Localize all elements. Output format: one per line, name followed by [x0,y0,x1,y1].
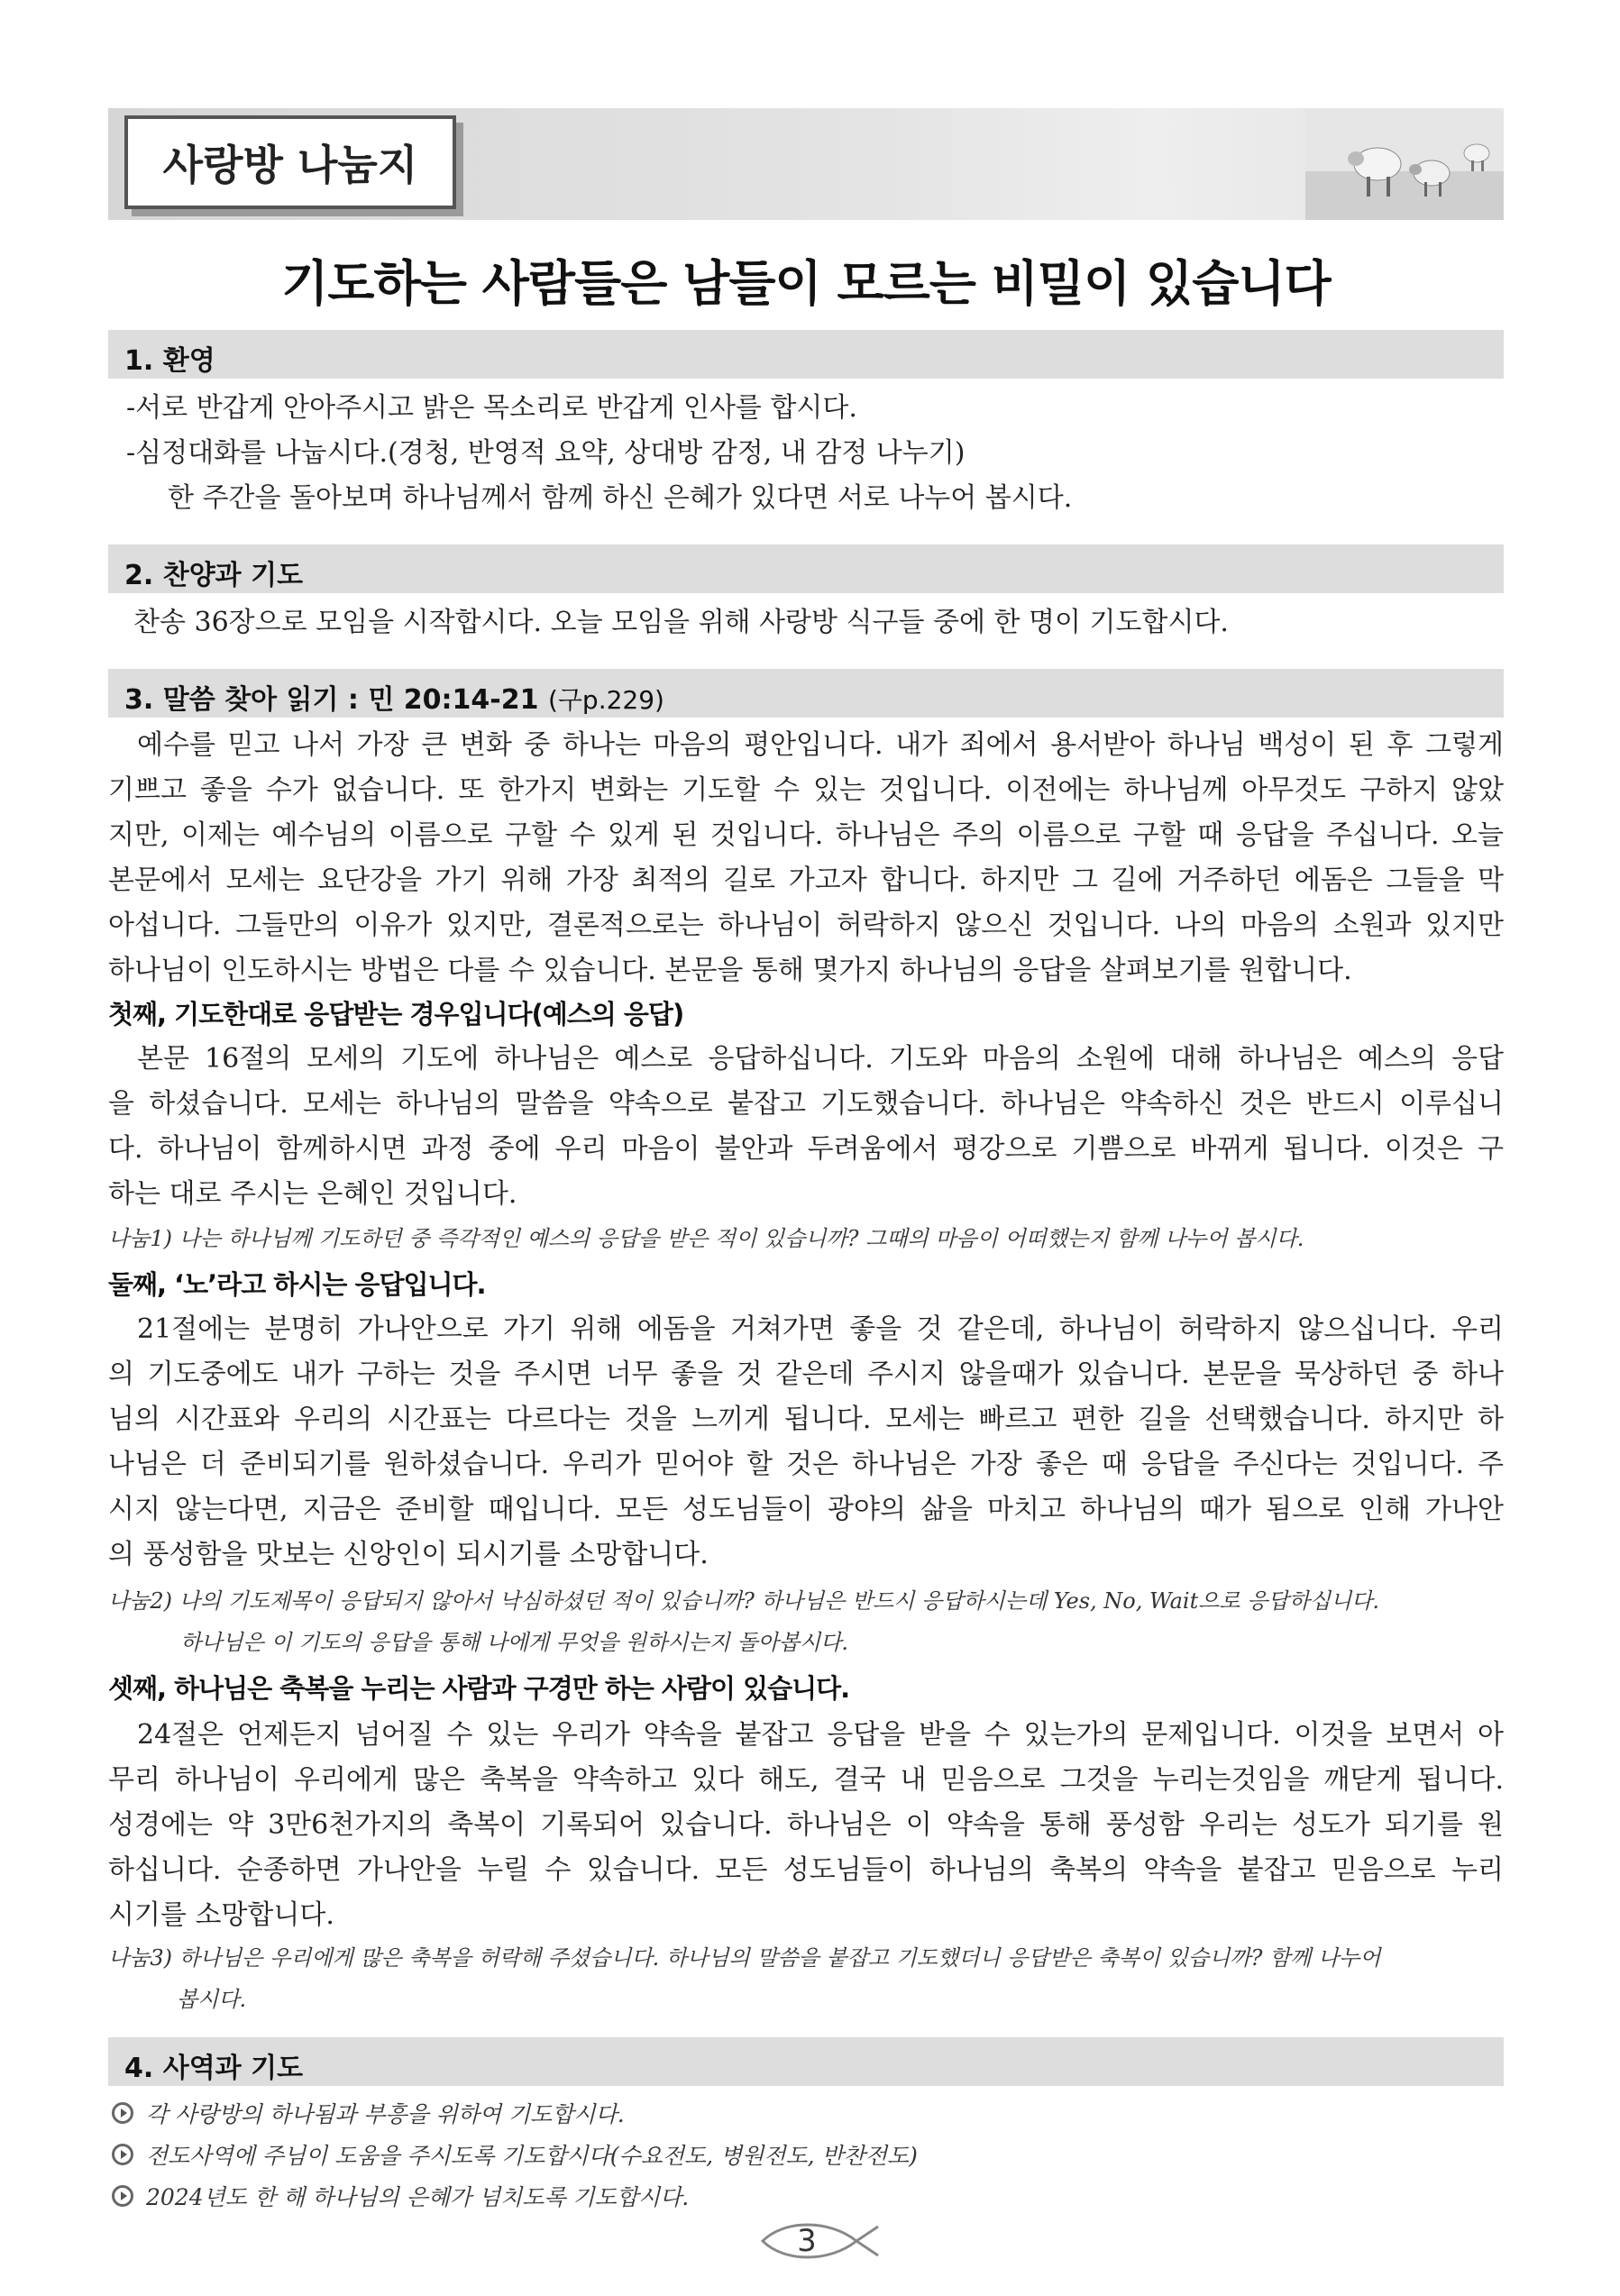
section-heading-word: 3. 말씀 찾아 읽기 : 민 20:14-21 (구p.229) [108,669,1504,718]
welcome-line-3: 한 주간을 돌아보며 하나님께서 함께 하신 은혜가 있다면 서로 나누어 봅시다. [168,482,1073,514]
arrow-circle-icon [112,2144,133,2165]
intro-line-3: 지만, 이제는 예수님의 이름으로 구할 수 있게 된 것입니다. 하나님은 주의 이름으로 구할 때 응답을 주십니다. 오늘 [108,819,1504,851]
intro-line-5: 아섭니다. 그들만의 이유가 있지만, 결론적으로는 하나님이 허락하지 않으신 것입니다. 나의 마음의 소원과 있지만 [108,910,1504,941]
intro-line-6: 하나님이 인도하시는 방법은 다를 수 있습니다. 본문을 통해 몇가지 하나님의 응답을 살펴보기를 원합니다. [108,955,1352,986]
first-line-2: 을 하셨습니다. 모세는 하나님의 말씀을 약속으로 붙잡고 기도했습니다. 하나님은 약속하신 것은 반드시 이루십니 [108,1088,1504,1120]
second-point-title: 둘째, ‘노’라고 하시는 응답입니다. [108,1269,486,1300]
third-point-title: 셋째, 하나님은 축복을 누리는 사람과 구경만 하는 사람이 있습니다. [108,1673,850,1704]
first-point-title: 첫째, 기도한대로 응답받는 경우입니다(예스의 응답) [108,999,684,1029]
share-question-3: 나눔3) 하나님은 우리에게 많은 축복을 허락해 주셨습니다. 하나님의 말씀을 붙잡고 기도했더니 응답받은 축복이 있습니까? 함께 나누어 [108,1945,1381,1971]
second-line-5: 시지 않는다면, 지금은 준비할 때입니다. 모든 성도님들이 광야의 삶을 마치고 하나님의 때가 됨으로 인해 가나안 [108,1494,1504,1525]
welcome-line-2: -심정대화를 나눕시다.(경청, 반영적 요약, 상대방 감정, 내 감정 나누기) [126,437,966,469]
prayer-item-2: 전도사역에 주님이 도움을 주시도록 기도합시다(수요전도, 병원전도, 반찬전도) [112,2135,918,2174]
scripture-reference: (구p.229) [547,685,664,715]
section-title-box [124,115,456,209]
welcome-line-1: -서로 반갑게 안아주시고 밝은 목소리로 반갑게 인사를 합시다. [126,392,857,424]
second-line-1: 21절에는 분명히 가나안으로 가기 위해 에돔을 거쳐가면 좋을 것 같은데, 하나님이 허락하지 않으십니다. 우리 [137,1313,1504,1345]
third-line-3: 성경에는 약 3만6천가지의 축복이 기록되어 있습니다. 하나님은 이 약속을 통해 풍성함 우리는 성도가 되기를 원 [108,1809,1504,1841]
page-number-badge [757,2216,883,2266]
prayer-item-1: 각 사랑방의 하나됨과 부흥을 위하여 기도합시다. [112,2093,625,2133]
share-question-2-cont: 하나님은 이 기도의 응답을 통해 나에게 무엇을 원하시는지 돌아봅시다. [180,1630,848,1655]
second-line-3: 님의 시간표와 우리의 시간표는 다르다는 것을 느끼게 됩니다. 모세는 빠르고 편한 길을 선택했습니다. 하지만 하 [108,1404,1504,1435]
prayer-item-3: 2024년도 한 해 하나님의 은혜가 넘치도록 기도합시다. [112,2176,689,2216]
sheep-photo [1305,108,1504,220]
share-question-2: 나눔2) 나의 기도제목이 응답되지 않아서 낙심하셨던 적이 있습니까? 하나님은 반드시 응답하시는데 Yes, No, Wait으로 응답하십니다. [108,1588,1379,1614]
third-line-5: 시기를 소망합니다. [108,1899,334,1931]
intro-line-2: 기쁘고 좋을 수가 없습니다. 또 한가지 변화는 기도할 수 있는 것입니다. 이전에는 하나님께 아무것도 구하지 않았 [108,774,1504,806]
first-line-3: 다. 하나님이 함께하시면 과정 중에 우리 마음이 불안과 두려움에서 평강으로 기쁨으로 바뀌게 됩니다. 이것은 구 [108,1133,1504,1165]
section-heading-mission: 4. 사역과 기도 [108,2037,1504,2086]
second-line-2: 의 기도중에도 내가 구하는 것을 주시면 너무 좋을 것 같은데 주시지 않을때가 있습니다. 본문을 묵상하던 중 하나 [108,1358,1504,1390]
third-line-4: 하십니다. 순종하면 가나안을 누릴 수 있습니다. 모든 성도님들이 하나님의 축복의 약속을 붙잡고 믿음으로 누리 [108,1854,1505,1886]
arrow-circle-icon [112,2185,133,2207]
third-line-2: 무리 하나님이 우리에게 많은 축복을 약속하고 있다 해도, 결국 내 믿음으로 그것을 누리는것임을 깨닫게 됩니다. [108,1764,1504,1796]
first-line-4: 하는 대로 주시는 은혜인 것입니다. [108,1178,517,1210]
section-heading-welcome: 1. 환영 [108,330,1504,379]
intro-line-1: 예수를 믿고 나서 가장 큰 변화 중 하나는 마음의 평안입니다. 내가 죄에서 용서받아 하나님 백성이 된 후 그렇게 [137,729,1504,761]
main-title: 기도하는 사람들은 남들이 모르는 비밀이 있습니다 [281,255,1331,312]
second-line-6: 의 풍성함을 맛보는 신앙인이 되시기를 소망합니다. [108,1539,709,1570]
arrow-circle-icon [112,2102,133,2124]
section-title: 사랑방 나눔지 [162,141,418,189]
third-line-1: 24절은 언제든지 넘어질 수 있는 우리가 약속을 붙잡고 응답을 받을 수 있는가의 문제입니다. 이것을 보면서 아 [137,1719,1504,1751]
share-question-3-cont: 봅시다. [177,1987,247,2012]
intro-line-4: 본문에서 모세는 요단강을 가기 위해 가장 최적의 길로 가고자 합니다. 하지만 그 길에 거주하던 에돔은 그들을 막 [108,864,1504,896]
share-question-1: 나눔1) 나는 하나님께 기도하던 중 즉각적인 예스의 응답을 받은 적이 있습니까? 그때의 마음이 어떠했는지 함께 나누어 봅시다. [108,1226,1304,1251]
praise-line: 찬송 36장으로 모임을 시작합시다. 오늘 모임을 위해 사랑방 식구들 중에 한 명이 기도합시다. [133,607,1229,638]
first-line-1: 본문 16절의 모세의 기도에 하나님은 예스로 응답하십니다. 기도와 마음의 소원에 대해 하나님은 예스의 응답 [137,1043,1504,1075]
section-heading-praise: 2. 찬양과 기도 [108,544,1504,593]
page-number: 3 [797,2223,817,2259]
second-line-4: 나님은 더 준비되기를 원하셨습니다. 우리가 믿어야 할 것은 하나님은 가장 좋은 때 응답을 주신다는 것입니다. 주 [108,1449,1504,1480]
